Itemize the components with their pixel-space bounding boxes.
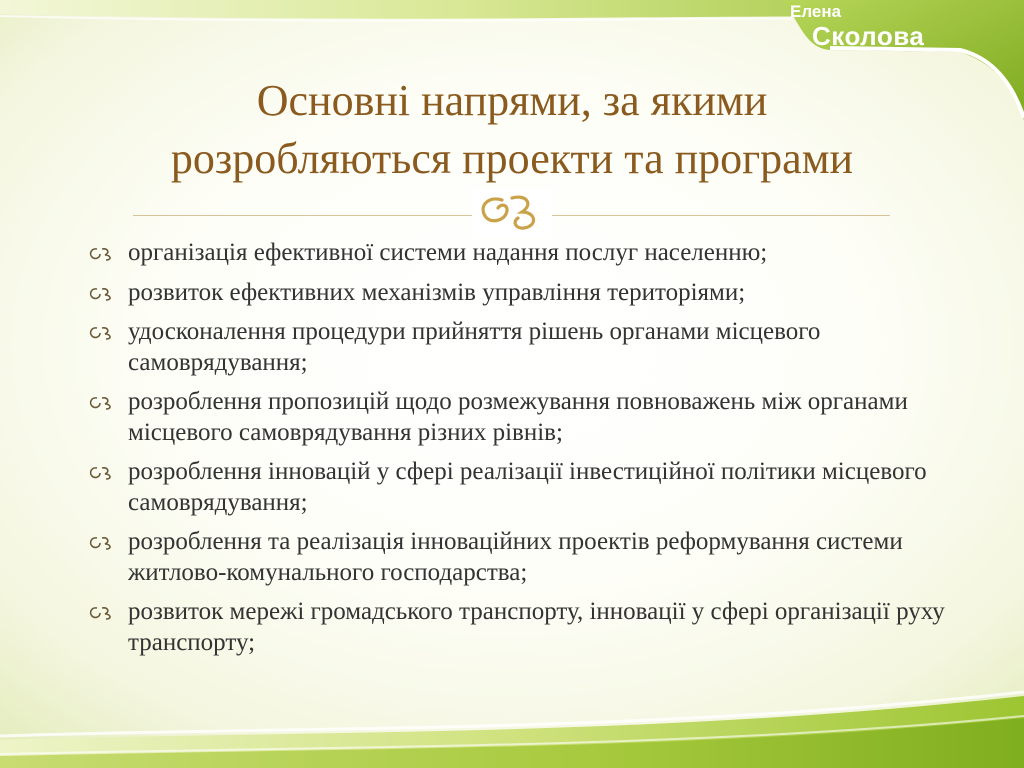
list-item [86, 387, 946, 448]
slide-title [60, 72, 964, 188]
bullet-list [86, 238, 946, 667]
list-item [86, 597, 946, 658]
list-item-text: розроблення інновацій у сфері реалізації інвестиційної політики місцевого самоврядування; [128, 458, 927, 516]
bullet-icon [86, 597, 128, 627]
list-item-text: організація ефективної системи надання послуг населенню; [128, 239, 768, 266]
bottom-decor-band [0, 678, 1024, 768]
flourish-ornament-icon [472, 190, 552, 234]
title-line-1: Основні напрями, за якими [256, 76, 768, 125]
brand-first-name: Елена [790, 2, 842, 21]
list-item-text: розвиток ефективних механізмів управління територіями; [128, 278, 746, 306]
list-item [86, 457, 946, 518]
bullet-icon [86, 238, 128, 268]
bullet-icon [86, 457, 128, 487]
list-item-text: розроблення пропозицій щодо розмежування повноважень між органами місцевого самоврядування різних рівнів; [128, 388, 908, 446]
brand-last-name: Сколова [812, 21, 925, 51]
list-item-text: розроблення та реалізація інноваційних проектів реформування системи житлово-комунального господарства; [128, 528, 903, 586]
list-item [86, 317, 946, 378]
list-item [86, 278, 946, 309]
list-item [86, 527, 946, 588]
list-item-text: розвиток мережі громадського транспорту, інновації у сфері організації руху транспорту; [128, 598, 945, 656]
title-line-2: розробляються проекти та програми [170, 134, 854, 183]
list-item-text: удосконалення процедури прийняття рішень органами місцевого самоврядування; [128, 318, 821, 376]
bullet-icon [86, 387, 128, 417]
bullet-icon [86, 278, 128, 308]
list-item [86, 238, 946, 269]
author-brand [790, 0, 968, 52]
bullet-icon [86, 527, 128, 557]
bullet-icon [86, 317, 128, 347]
